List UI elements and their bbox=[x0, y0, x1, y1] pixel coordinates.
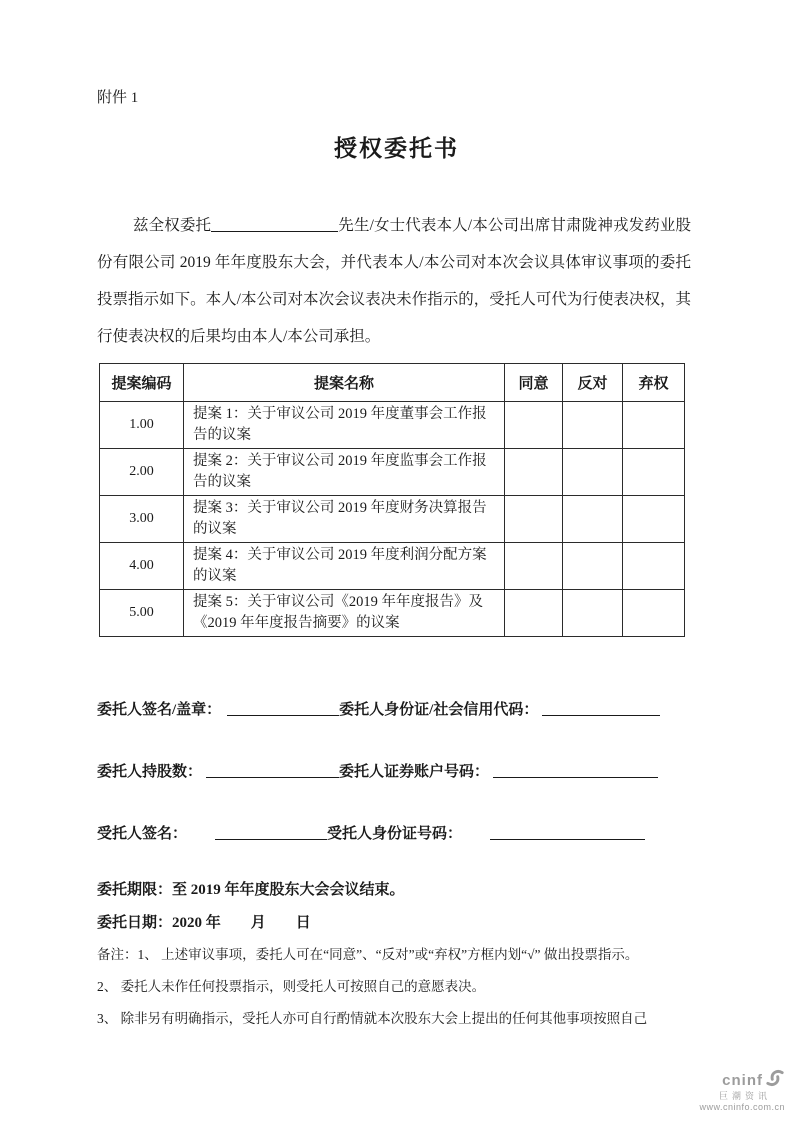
proposal-name-cell: 提案 5：关于审议公司《2019 年年度报告》及《2019 年年度报告摘要》的议案 bbox=[184, 590, 505, 637]
table-row bbox=[100, 402, 685, 449]
col-header-proposal-code: 提案编码 bbox=[100, 364, 184, 402]
table-row bbox=[100, 590, 685, 637]
proposal-code-cell: 2.00 bbox=[100, 449, 184, 496]
vote-agree-cell bbox=[505, 496, 563, 543]
vote-agree-cell bbox=[505, 590, 563, 637]
vote-abstain-cell bbox=[623, 543, 685, 590]
swirl-icon bbox=[765, 1069, 785, 1091]
intro-paragraph bbox=[97, 207, 691, 355]
table-row bbox=[100, 496, 685, 543]
principal-signature-label: 委托人签名/盖章： bbox=[97, 702, 222, 718]
vote-abstain-cell bbox=[623, 590, 685, 637]
page-title: 授权委托书 bbox=[334, 135, 459, 161]
principal-id-label: 委托人身份证/社会信用代码： bbox=[339, 702, 539, 718]
cninfo-url: www.cninfo.com.cn bbox=[699, 1101, 785, 1112]
intro-lead: 兹全权委托 bbox=[133, 217, 212, 234]
proxy-period-line: 委托期限：至 2019 年年度股东大会会议结束。 bbox=[97, 882, 405, 898]
principal-shares-blank bbox=[206, 763, 339, 778]
proposal-name-cell: 提案 1：关于审议公司 2019 年度董事会工作报告的议案 bbox=[184, 402, 505, 449]
principal-account-label: 委托人证券账户号码： bbox=[339, 764, 490, 780]
proposal-code-cell: 5.00 bbox=[100, 590, 184, 637]
col-header-against: 反对 bbox=[563, 364, 623, 402]
proxy-date-line: 委托日期：2020 年 月 日 bbox=[97, 915, 311, 931]
principal-shares-label: 委托人持股数： bbox=[97, 764, 203, 780]
proxy-signature-blank bbox=[215, 825, 327, 840]
proxy-signature-label: 受托人签名： bbox=[97, 826, 188, 842]
principal-signature-row bbox=[97, 698, 693, 719]
intro-body: 先生/女士代表本人/本公司出席甘肃陇神戎发药业股份有限公司 2019 年年度股东大会，并代表本人/本公司对本次会议具体审议事项的委托投票指示如下。本人/本公司对本次会议表决未作指示的，受托人可代为行使表决权，其行使表决权的后果均由本人/本公司承担。 bbox=[97, 217, 691, 345]
table-row bbox=[100, 543, 685, 590]
table-header-row bbox=[100, 364, 685, 402]
principal-signature-blank bbox=[227, 701, 339, 716]
cninfo-chinese-name: 巨潮资讯 bbox=[718, 1091, 771, 1102]
note-line-1: 备注：1、 上述审议事项，委托人可在“同意”、“反对”或“弃权”方框内划“√” 做出投票指示。 bbox=[97, 947, 639, 962]
vote-against-cell bbox=[563, 402, 623, 449]
proposal-code-cell: 4.00 bbox=[100, 543, 184, 590]
vote-agree-cell bbox=[505, 543, 563, 590]
proposal-name-cell: 提案 2：关于审议公司 2019 年度监事会工作报告的议案 bbox=[184, 449, 505, 496]
cninfo-logo bbox=[699, 1069, 785, 1112]
principal-id-blank bbox=[542, 701, 660, 716]
vote-against-cell bbox=[563, 543, 623, 590]
vote-agree-cell bbox=[505, 449, 563, 496]
vote-against-cell bbox=[563, 449, 623, 496]
proposal-name-cell: 提案 4：关于审议公司 2019 年度利润分配方案的议案 bbox=[184, 543, 505, 590]
attachment-label: 附件 1 bbox=[97, 90, 139, 106]
principal-account-blank bbox=[493, 763, 658, 778]
principal-shares-row bbox=[97, 760, 693, 781]
proxy-signature-row bbox=[97, 822, 693, 843]
vote-against-cell bbox=[563, 590, 623, 637]
col-header-proposal-name: 提案名称 bbox=[184, 364, 505, 402]
proposal-code-cell: 3.00 bbox=[100, 496, 184, 543]
vote-abstain-cell bbox=[623, 496, 685, 543]
proposals-table bbox=[99, 363, 685, 637]
cninfo-brand-row bbox=[699, 1069, 785, 1091]
proxy-id-label: 受托人身份证号码： bbox=[327, 826, 463, 842]
fill-in-blank-line bbox=[211, 217, 338, 232]
proposal-code-cell: 1.00 bbox=[100, 402, 184, 449]
vote-against-cell bbox=[563, 496, 623, 543]
proposal-name-cell: 提案 3：关于审议公司 2019 年度财务决算报告的议案 bbox=[184, 496, 505, 543]
vote-abstain-cell bbox=[623, 449, 685, 496]
col-header-agree: 同意 bbox=[505, 364, 563, 402]
vote-agree-cell bbox=[505, 402, 563, 449]
note-line-3: 3、 除非另有明确指示，受托人亦可自行酌情就本次股东大会上提出的任何其他事项按照自己 bbox=[97, 1011, 648, 1026]
note-line-2: 2、 委托人未作任何投票指示，则受托人可按照自己的意愿表决。 bbox=[97, 979, 486, 994]
col-header-abstain: 弃权 bbox=[623, 364, 685, 402]
proxy-id-blank bbox=[490, 825, 645, 840]
cninfo-brand-text: cninf bbox=[722, 1071, 763, 1089]
table-row bbox=[100, 449, 685, 496]
vote-abstain-cell bbox=[623, 402, 685, 449]
